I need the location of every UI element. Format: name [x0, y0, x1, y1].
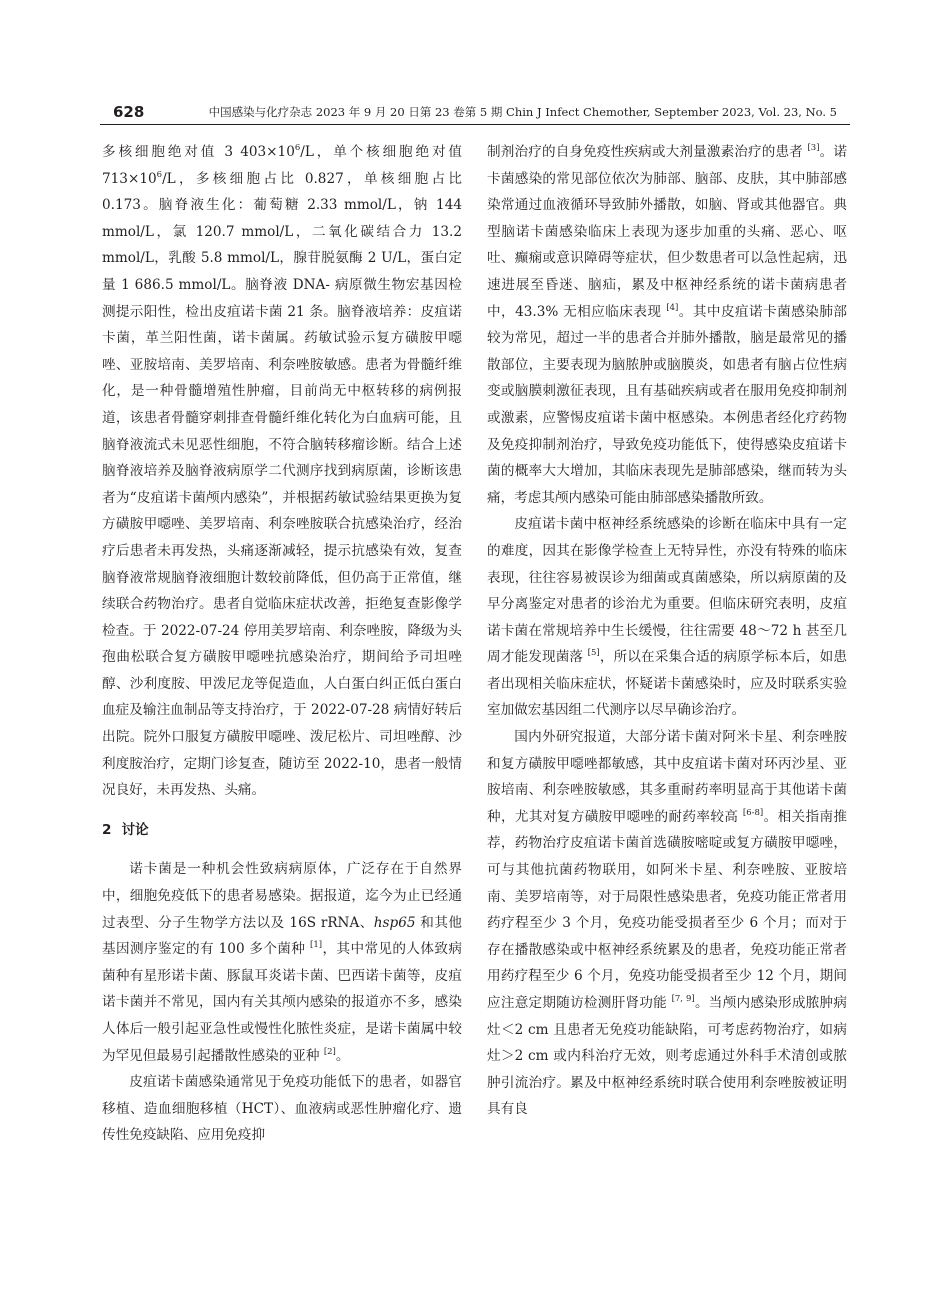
case-report-paragraph: 多核细胞绝对值 3 $403\times 10^6/L$，单个核细胞绝对值 $713\times 10^6/L$，多核细胞占比 0.827，单核细胞占比 0.173。脑脊液生化：葡萄糖 2.33 mmol/L，钠 144 mmol/L，氯 120.7 mmol/L，二氧化碳结合力 13.2 mmol/L，乳酸 5.8 mmol/L，腺苷脱氨酶 2 U/L，蛋白定量 1 686.5 mmol/L。脑脊液 DNA- 病原微生物宏基因检测提示阳性，检出皮疽诺卡菌 21 条。脑脊液培养：皮疽诺卡菌，革兰阳性菌，诺卡菌属。药敏试验示复方磺胺甲噁唑、亚胺培南、美罗培南、利奈唑胺敏感。患者为骨髓纤维化，是一种骨髓增殖性肿瘤，目前尚无中枢转移的病例报道，该患者骨髓穿刺排查骨髓纤维化转化为白血病可能，且脑脊液流式未见恶性细胞，不符合脑转移瘤诊断。结合上述脑脊液培养及脑脊液病原学二代测序找到病原菌，诊断该患者为“皮疽诺卡菌颅内感染”，并根据药敏试验结果更换为复方磺胺甲噁唑、美罗培南、利奈唑胺联合抗感染治疗，经治疗后患者未再发热，头痛逐渐减轻，提示抗感染有效，复查脑脊液常规脑脊液细胞计数较前降低，但仍高于正常值，继续联合药物治疗。患者自觉临床症状改善，拒绝复查影像学检查。于 2022-07-24 停用美罗培南、利奈唑胺，降级为头孢曲松联合复方磺胺甲噁唑抗感染治疗，期间给予司坦唑醇、沙利度胺、甲泼尼龙等促造血，人白蛋白纠正低白蛋白血症及输注血制品等支持治疗，于 2022-07-28 病情好转后出院。院外口服复方磺胺甲噁唑、泼尼松片、司坦唑醇、沙利度胺治疗，定期门诊复查，随访至 2022-10，患者一般情况良好，未再发热、头痛。	[102, 143, 462, 799]
discussion-paragraph-2-continued: 制剂治疗的自身免疫性疾病或大剂量激素治疗的患者 [3]。诺卡菌感染的常见部位依次为肺部、脑部、皮肤，其中肺部感染常通过血液循环导致肺外播散，如脑、肾或其他器官。典型脑诺卡菌感染临床上表现为逐步加重的头痛、恶心、呕吐、癫痫或意识障碍等症状，但少数患者可以急性起病，迅速进展至昏迷、脑疝，累及中枢神经系统的诺卡菌病患者中，43.3% 无相应临床表现 [4]。其中皮疽诺卡菌感染肺部较为常见，超过一半的患者合并肺外播散，脑是最常见的播散部位，主要表现为脑脓肿或脑膜炎，如患者有脑占位性病变或脑膜刺激征表现，且有基础疾病或者在服用免疫抑制剂或激素，应警惕皮疽诺卡菌中枢感染。本例患者经化疗药物及免疫抑制剂治疗，导致免疫功能低下，使得感染皮疽诺卡菌的概率大大增加，其临床表现先是肺部感染，继而转为头痛，考虑其颅内感染可能由肺部感染播散所致。	[487, 143, 847, 506]
discussion-paragraph-1: 诺卡菌是一种机会性致病病原体，广泛存在于自然界中，细胞免疫低下的患者易感染。据报道，迄今为止已经通过表型、分子生物学方法以及 16S rRNA、hsp65 和其他基因测序鉴定的有 100 多个菌种 [1]，其中常见的人体致病菌种有星形诺卡菌、豚鼠耳炎诺卡菌、巴西诺卡菌等，皮疽诺卡菌并不常见，国内有关其颅内感染的报道亦不多，感染人体后一般引起亚急性或慢性化脓性炎症，是诺卡菌属中较为罕见但最易引起播散性感染的亚种 [2]。	[102, 861, 462, 1064]
right-column	[487, 139, 847, 1123]
page-number: 628	[113, 103, 145, 121]
citation: [4]	[666, 302, 679, 313]
citation: [7, 9]	[671, 994, 695, 1004]
left-column	[102, 139, 462, 1149]
running-head: 中国感染与化疗杂志 2023 年 9 月 20 日第 23 卷第 5 期 Chin J Infect Chemother, September 2023, Vol. 23, No. 5	[208, 105, 837, 119]
discussion-paragraph-4: 国内外研究报道，大部分诺卡菌对阿米卡星、利奈唑胺和复方磺胺甲噁唑都敏感，其中皮疽诺卡菌对环丙沙星、亚胺培南、利奈唑胺敏感，其多重耐药率明显高于其他诺卡菌种，尤其对复方磺胺甲噁唑的耐药率较高 [6-8]。相关指南推荐，药物治疗皮疽诺卡菌首选磺胺嘧啶或复方磺胺甲噁唑，可与其他抗菌药物联用，如阿米卡星、利奈唑胺、亚胺培南、美罗培南等，对于局限性感染患者，免疫功能正常者用药疗程至少 3 个月，免疫功能受损者至少 6 个月；而对于存在播散感染或中枢神经系统累及的患者，免疫功能正常者用药疗程至少 6 个月，免疫功能受损者至少 12 个月，期间应注意定期随访检测肝肾功能 [7, 9]。当颅内感染形成脓肿病灶＜2 cm 且患者无免疫功能缺陷，可考虑药物治疗，如病灶＞2 cm 或内科治疗无效，则考虑通过外科手术清创或脓肿引流治疗。累及中枢神经系统时联合使用利奈唑胺被证明具有良	[487, 729, 847, 1118]
citation: [3]	[807, 143, 820, 153]
citation: [2]	[323, 1046, 336, 1057]
discussion-paragraph-3: 皮疽诺卡菌中枢神经系统感染的诊断在临床中具有一定的难度，因其在影像学检查上无特异性，亦没有特殊的临床表现，往往容易被误诊为细菌或真菌感染，所以病原菌的及早分离鉴定对患者的诊治尤为重要。但临床研究表明，皮疽诺卡菌在常规培养中生长缓慢，往往需要 48～72 h 甚至几周才能发现菌落 [5]，所以在采集合适的病原学标本后，如患者出现相关临床症状，怀疑诺卡菌感染时，应及时联系实验室加做宏基因组二代测序以尽早确诊治疗。	[487, 516, 847, 719]
citation: [1]	[310, 940, 323, 951]
discussion-paragraph-2: 皮疽诺卡菌感染通常见于免疫功能低下的患者，如器官移植、造血细胞移植（HCT）、血液病或恶性肿瘤化疗、遗传性免疫缺陷、应用免疫抑	[102, 1074, 462, 1144]
citation: [6-8]	[742, 807, 764, 818]
section-heading-discussion: 2 讨论	[102, 821, 149, 838]
citation: [5]	[587, 648, 600, 659]
header-rule	[100, 124, 850, 125]
